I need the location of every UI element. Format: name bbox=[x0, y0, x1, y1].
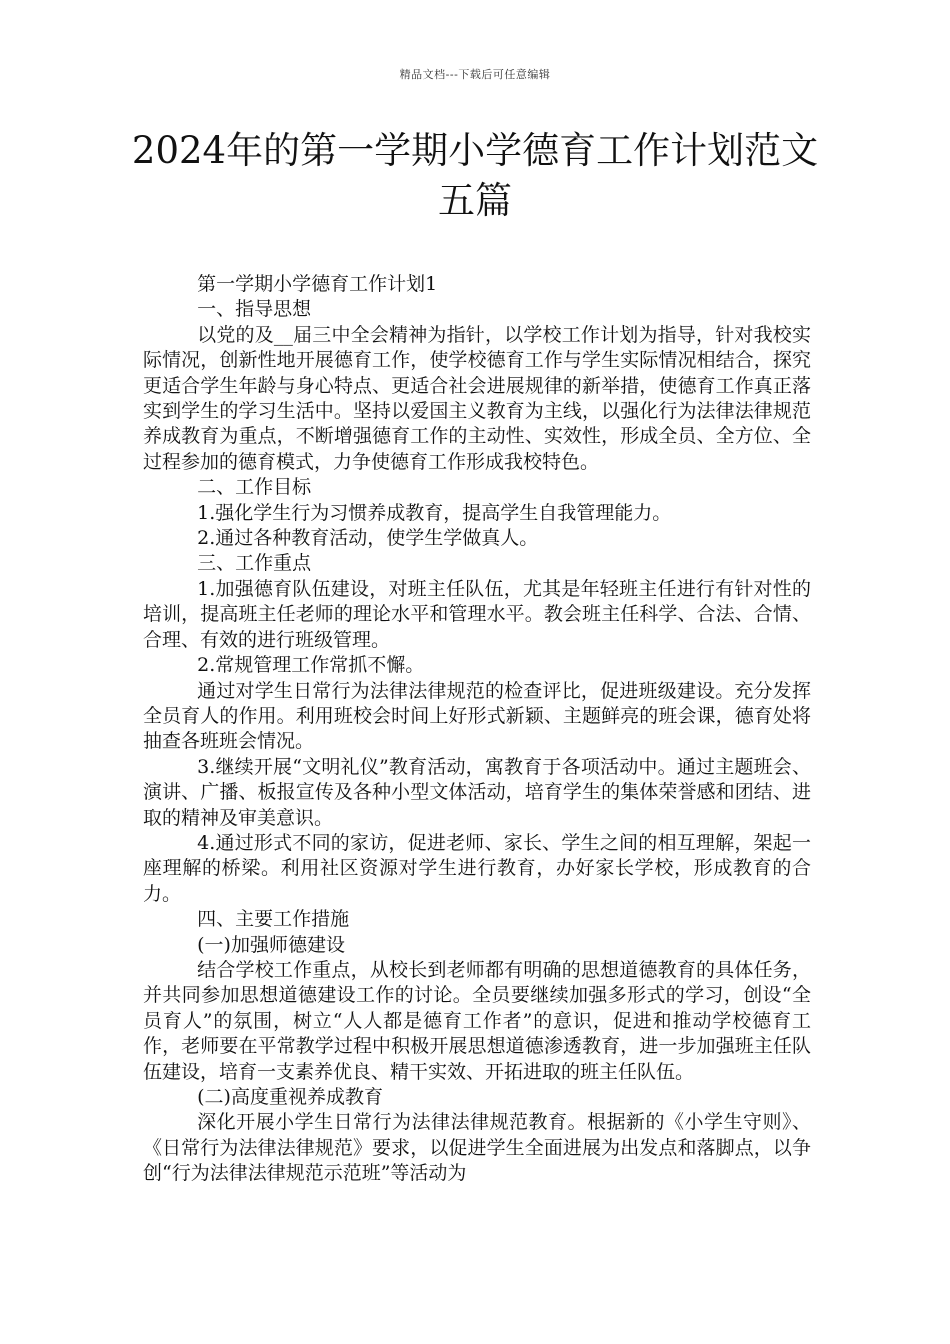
sub-heading: 二、工作目标 bbox=[197, 476, 312, 499]
document-body bbox=[143, 272, 811, 1187]
list-item: 2.通过各种教育活动，使学生学做真人。 bbox=[197, 527, 539, 550]
list-item: 3.继续开展“文明礼仪”教育活动，寓教育于各项活动中。通过主题班会、演讲、广播、板报宣传及各种小型文体活动，培育学生的集体荣誉感和团结、进取的精神及审美意识。 bbox=[143, 755, 811, 829]
sub-heading: (二)高度重视养成教育 bbox=[197, 1086, 383, 1108]
paragraph: 深化开展小学生日常行为法律法律规范教育。根据新的《小学生守则》、《日常行为法律法律规范》要求，以促进学生全面进展为出发点和落脚点，以争创“行为法律法律规范示范班”等活动为 bbox=[143, 1111, 811, 1185]
paragraph: 结合学校工作重点，从校长到老师都有明确的思想道德教育的具体任务，并共同参加思想道德建设工作的讨论。全员要继续加强多形式的学习，创设“全员育人”的氛围，树立“人人都是德育工作者”的意识，促进和推动学校德育工作，老师要在平常教学过程中积极开展思想道德渗透教育，进一步加强班主任队伍建设，培育一支素养优良、精干实效、开拓进取的班主任队伍。 bbox=[143, 958, 811, 1083]
list-item: 4.通过形式不同的家访，促进老师、家长、学生之间的相互理解，架起一座理解的桥梁。利用社区资源对学生进行教育，办好家长学校，形成教育的合力。 bbox=[143, 831, 811, 905]
list-item: 1.加强德育队伍建设，对班主任队伍，尤其是年轻班主任进行有针对性的培训，提高班主任老师的理论水平和管理水平。教会班主任科学、合法、合情、合理、有效的进行班级管理。 bbox=[143, 577, 811, 651]
section-heading: 第一学期小学德育工作计划1 bbox=[197, 273, 438, 295]
page-header-note: 精品文档---下载后可任意编辑 bbox=[399, 68, 551, 81]
sub-heading: 四、主要工作措施 bbox=[197, 908, 350, 931]
sub-heading: 一、指导思想 bbox=[197, 298, 312, 321]
sub-heading: (一)加强师德建设 bbox=[197, 933, 345, 956]
paragraph: 以党的及__届三中全会精神为指针，以学校工作计划为指导，针对我校实际情况，创新性地开展德育工作，使学校德育工作与学生实际情况相结合，探究更适合学生年龄与身心特点、更适合社会进展规律的新举措，使德育工作真正落实到学生的学习生活中。坚持以爱国主义教育为主线，以强化行为法律法律规范养成教育为重点，不断增强德育工作的主动性、实效性，形成全员、全方位、全过程参加的德育模式，力争使德育工作形成我校特色。 bbox=[143, 323, 811, 473]
paragraph: 通过对学生日常行为法律法律规范的检查评比，促进班级建设。充分发挥全员育人的作用。利用班校会时间上好形式新颖、主题鲜亮的班会课，德育处将抽查各班班会情况。 bbox=[143, 679, 811, 753]
list-item: 2.常规管理工作常抓不懈。 bbox=[197, 654, 425, 677]
list-item: 1.强化学生行为习惯养成教育，提高学生自我管理能力。 bbox=[197, 501, 672, 524]
document-title: 2024年的第一学期小学德育工作计划范文五篇 bbox=[131, 129, 819, 222]
sub-heading: 三、工作重点 bbox=[197, 552, 312, 575]
